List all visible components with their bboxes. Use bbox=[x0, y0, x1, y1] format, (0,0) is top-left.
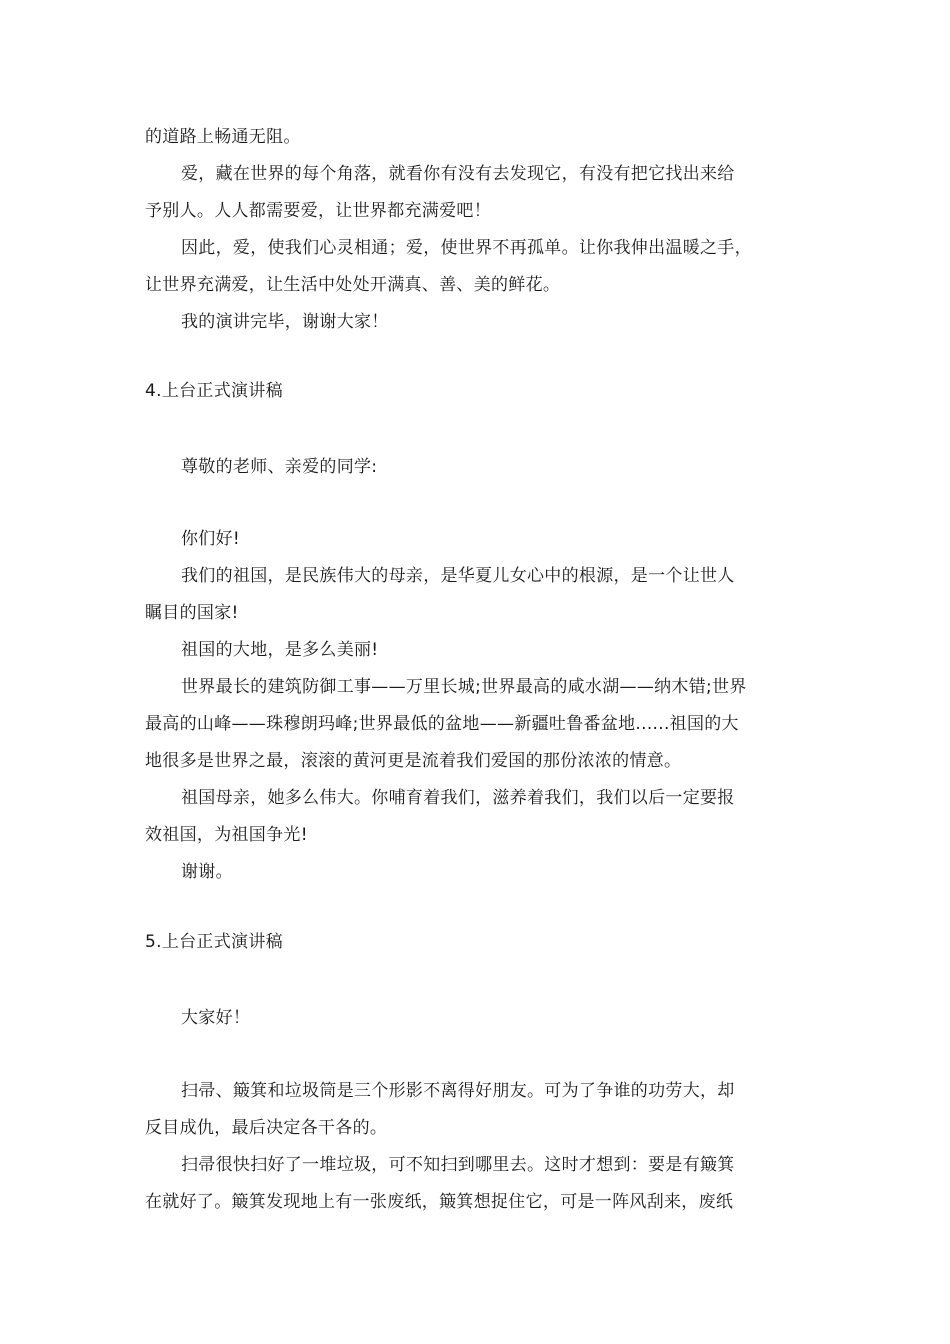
paragraph-line: 反目成仇，最后决定各干各的。 bbox=[145, 1118, 388, 1138]
paragraph-line: 的道路上畅通无阻。 bbox=[145, 127, 301, 147]
paragraph-line: 你们好! bbox=[181, 529, 241, 549]
section-heading: 4.上台正式演讲稿 bbox=[145, 381, 283, 401]
paragraph-line: 效祖国，为祖国争光! bbox=[145, 825, 308, 845]
paragraph-line: 予别人。人人都需要爱，让世界都充满爱吧！ bbox=[145, 201, 491, 221]
paragraph-line: 爱，藏在世界的每个角落，就看你有没有去发现它，有没有把它找出来给 bbox=[181, 164, 735, 184]
greeting: 大家好！ bbox=[181, 1008, 251, 1028]
paragraph-line: 谢谢。 bbox=[181, 862, 233, 882]
paragraph-line: 我的演讲完毕，谢谢大家！ bbox=[181, 312, 389, 332]
paragraph-line: 扫帚很快扫好了一堆垃圾，可不知扫到哪里去。这时才想到：要是有簸箕 bbox=[181, 1155, 735, 1175]
paragraph-line: 我们的祖国，是民族伟大的母亲，是华夏儿女心中的根源，是一个让世人 bbox=[181, 566, 735, 586]
greeting: 尊敬的老师、亲爱的同学: bbox=[181, 457, 378, 477]
paragraph-line: 祖国母亲，她多么伟大。你哺育着我们，滋养着我们，我们以后一定要报 bbox=[181, 788, 735, 808]
paragraph-line: 瞩目的国家! bbox=[145, 603, 239, 623]
paragraph-line: 让世界充满爱，让生活中处处开满真、善、美的鲜花。 bbox=[145, 275, 561, 295]
paragraph-line: 世界最长的建筑防御工事——万里长城;世界最高的咸水湖——纳木错;世界 bbox=[181, 677, 747, 697]
section-heading: 5.上台正式演讲稿 bbox=[145, 932, 283, 952]
paragraph-line: 地很多是世界之最，滚滚的黄河更是流着我们爱国的那份浓浓的情意。 bbox=[145, 751, 682, 771]
paragraph-line: 扫帚、簸箕和垃圾筒是三个形影不离得好朋友。可为了争谁的功劳大，却 bbox=[181, 1081, 735, 1101]
paragraph-line: 因此，爱，使我们心灵相通；爱，使世界不再孤单。让你我伸出温暖之手， bbox=[181, 238, 752, 258]
paragraph-line: 祖国的大地，是多么美丽! bbox=[181, 640, 379, 660]
paragraph-line: 在就好了。簸箕发现地上有一张废纸，簸箕想捉住它，可是一阵风刮来，废纸 bbox=[145, 1192, 734, 1212]
paragraph-line: 最高的山峰——珠穆朗玛峰;世界最低的盆地——新疆吐鲁番盆地......祖国的大 bbox=[145, 714, 739, 734]
